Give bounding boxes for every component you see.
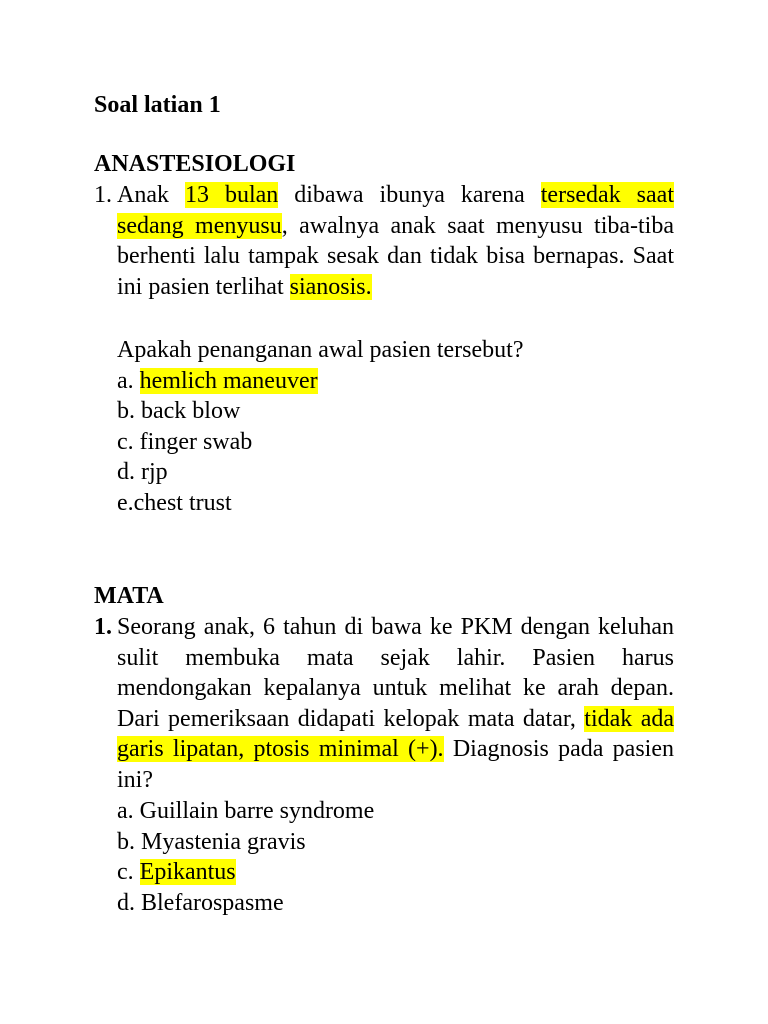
answer-option-d (117, 888, 284, 919)
answer-option-a (117, 796, 374, 827)
option-prefix: b. (117, 398, 141, 424)
option-text: Epikantus (139, 859, 236, 885)
stem-text: Anak (117, 182, 185, 208)
stem-text: dibawa ibunya karena (278, 182, 541, 208)
option-text: finger swab (139, 429, 253, 455)
option-text: Guillain barre syndrome (139, 798, 375, 824)
answer-option-b (117, 827, 306, 858)
answer-option-d (117, 457, 168, 488)
option-prefix: d. (117, 890, 141, 916)
option-prefix: b. (117, 829, 141, 855)
stem-text: Diagnosis pada pasien ini? (117, 736, 674, 793)
question-number: 1. (94, 182, 112, 208)
document-title: Soal latian 1 (94, 92, 221, 118)
option-prefix: d. (117, 459, 141, 485)
option-prefix: a. (117, 368, 140, 394)
highlighted-text: sianosis. (289, 273, 372, 300)
answer-option-b (117, 396, 240, 427)
option-text: back blow (141, 398, 241, 424)
section-heading-mata: MATA (94, 583, 164, 609)
answer-option-a (117, 366, 318, 397)
answer-option-c (117, 427, 252, 458)
option-prefix: a. (117, 798, 140, 824)
stem-text: , awalnya anak saat menyusu tiba-tiba berhenti lalu tampak sesak dan tidak bisa bernapas. Saat ini pasien terlihat (117, 212, 674, 300)
question-stem (117, 180, 674, 302)
option-text: chest trust (133, 490, 232, 516)
highlighted-text: tersedak saat sedang menyusu (117, 182, 674, 239)
section-heading-anastesiologi: ANASTESIOLOGI (94, 151, 296, 177)
option-text: hemlich maneuver (139, 368, 318, 394)
option-prefix: c. (117, 859, 140, 885)
question-prompt: Apakah penanganan awal pasien tersebut? (117, 337, 524, 363)
option-text: Myastenia gravis (141, 829, 306, 855)
option-prefix: c. (117, 429, 140, 455)
option-text: Blefarospasme (141, 890, 284, 916)
question-number: 1. (94, 614, 112, 640)
option-text: rjp (141, 459, 168, 485)
stem-text: Seorang anak, 6 tahun di bawa ke PKM dengan keluhan sulit membuka mata sejak lahir. Pasien harus mendongakan kepalanya untuk melihat ke arah depan. Dari pemeriksaan didapati kelopak mata datar, (117, 614, 674, 732)
answer-option-e (117, 488, 232, 519)
question-stem (117, 612, 674, 796)
highlighted-text: tidak ada garis lipatan, ptosis minimal (+). (117, 705, 674, 763)
highlighted-text: 13 bulan (184, 182, 279, 208)
option-prefix: e. (117, 490, 134, 516)
answer-option-c (117, 857, 236, 888)
